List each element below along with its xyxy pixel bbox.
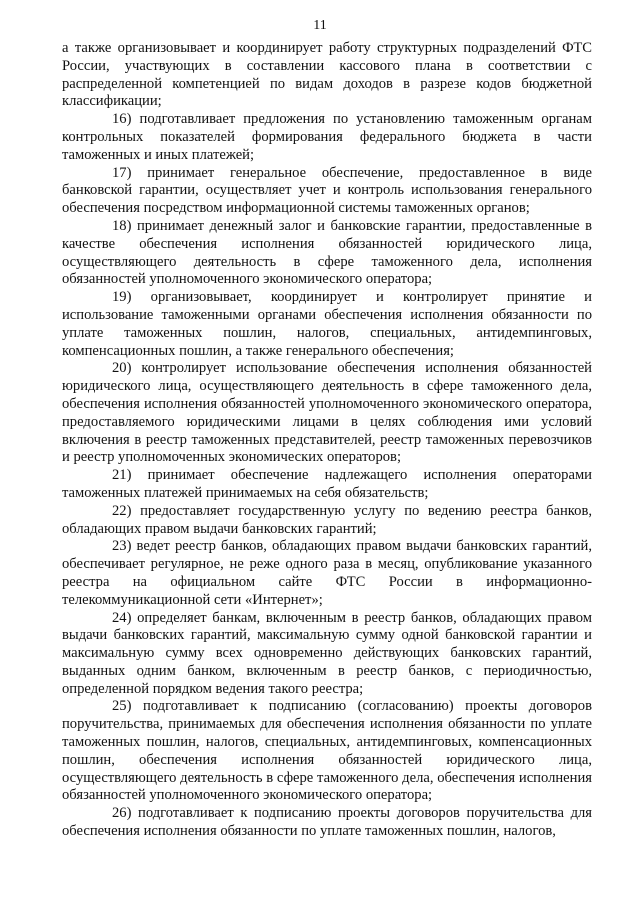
paragraph-item-26: 26) подготавливает к подписанию проекты договоров поручительства для обеспечения исполнения обязанности по уплате таможенных пошлин, налогов, (62, 805, 592, 840)
paragraph-item-17: 17) принимает генеральное обеспечение, предоставленное в виде банковской гарантии, осуществляет учет и контроль использования генерального обеспечения посредством информационной системы таможенных органов; (62, 164, 592, 217)
paragraph-item-16: 16) подготавливает предложения по установлению таможенным органам контрольных показателей формирования федерального бюджета в части таможенных и иных платежей; (62, 111, 592, 163)
paragraph-item-24: 24) определяет банкам, включенным в реестр банков, обладающих правом выдачи банковских гарантий, максимальную сумму одной банковской гарантии и максимальную сумму всех одновременно действующих банковских гарантий, выданных одним банком, включенным в реестр банков, с периодичностью, определенной порядком ведения такого реестра; (62, 609, 592, 697)
paragraph-item-18: 18) принимает денежный залог и банковские гарантии, предоставленные в качестве обеспечения исполнения обязанностей юридического лица, осуществляющего деятельность в сфере таможенного дела, исполнения обязанностей уполномоченного экономического оператора; (62, 217, 592, 288)
page-number: 11 (313, 18, 327, 33)
paragraph-continuation: а также организовывает и координирует работу структурных подразделений ФТС России, участвующих в составлении кассового плана в соответствии с распределенной компетенцией по видам доходов в разрезе кодов бюджетной классификации; (62, 40, 592, 110)
paragraph-item-20: 20) контролирует использование обеспечения исполнения обязанностей юридического лица, осуществляющего деятельность в сфере таможенного дела, обеспечения исполнения обязанностей уполномоченного экономического оператора, предоставляемого юридическими лицами в целях соблюдения ими условий включения в реестр таможенных представителей, реестр таможенных перевозчиков и реестр уполномоченных экономических операторов; (62, 360, 592, 466)
paragraph-item-25: 25) подготавливает к подписанию (согласованию) проекты договоров поручительства, принимаемых для обеспечения исполнения обязанности по уплате таможенных пошлин, налогов, специальных, антидемпинговых, компенсационных пошлин, обеспечения исполнения обязанностей юридического лица, осуществляющего деятельность в сфере таможенного дела, обеспечения исполнения обязанностей уполномоченного экономического оператора; (62, 698, 592, 804)
paragraph-item-19: 19) организовывает, координирует и контролирует принятие и использование таможенными органами обеспечения исполнения обязанности по уплате таможенных пошлин, налогов, специальных, антидемпинговых, компенсационных пошлин, а также генерального обеспечения; (62, 289, 592, 359)
paragraph-item-23: 23) ведет реестр банков, обладающих правом выдачи банковских гарантий, обеспечивает регулярное, не реже одного раза в месяц, опубликование указанного реестра на официальном сайте ФТС России в информационно-телекоммуникационной сети «Интернет»; (62, 538, 592, 608)
paragraph-item-21: 21) принимает обеспечение надлежащего исполнения операторами таможенных платежей принимаемых на себя обязательств; (62, 467, 592, 501)
document-body (62, 40, 592, 841)
paragraph-item-22: 22) предоставляет государственную услугу по ведению реестра банков, обладающих правом выдачи банковских гарантий; (62, 502, 592, 537)
